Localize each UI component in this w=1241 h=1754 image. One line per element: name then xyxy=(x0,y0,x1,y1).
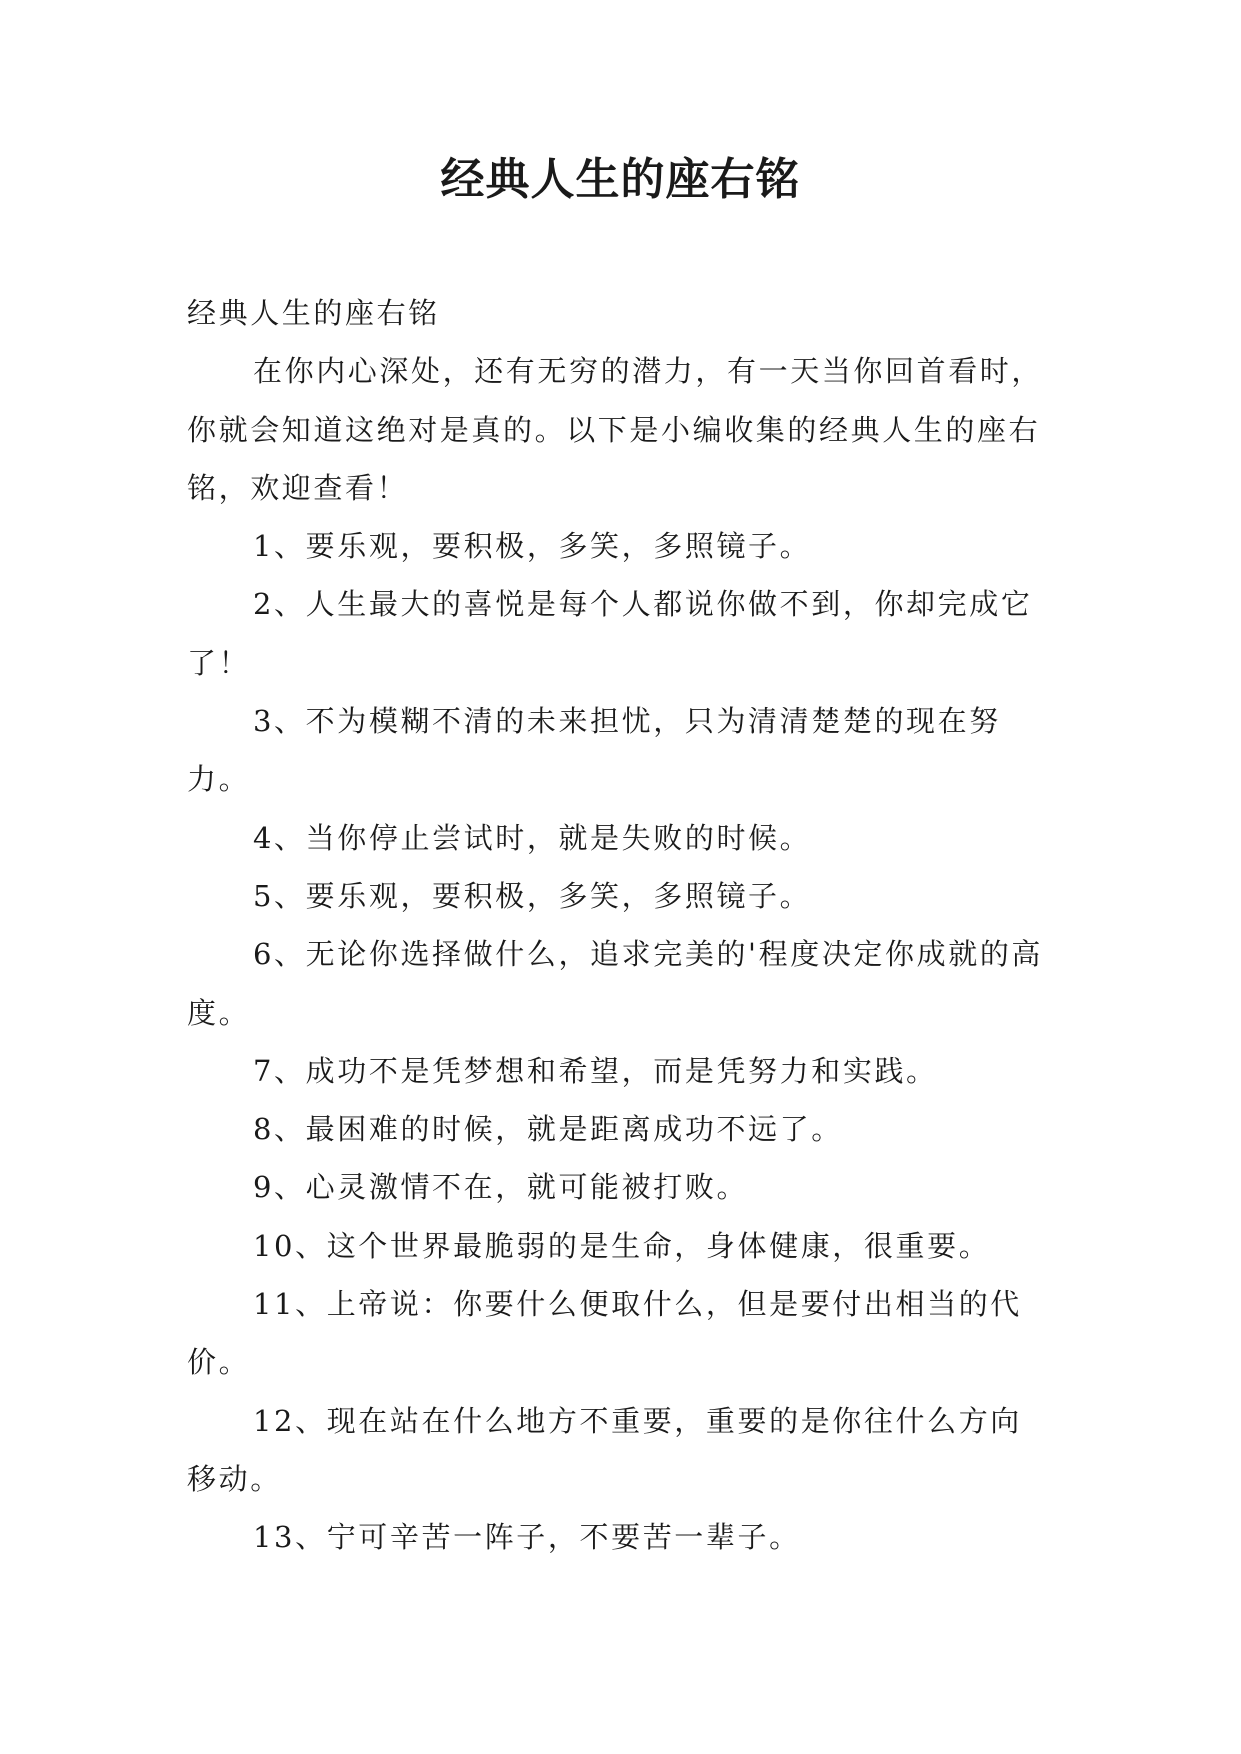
motto-item: 6、无论你选择做什么，追求完美的'程度决定你成就的高度。 xyxy=(187,937,1044,1030)
motto-item: 8、最困难的时候，就是距离成功不远了。 xyxy=(253,1112,843,1147)
motto-item: 1、要乐观，要积极，多笑，多照镜子。 xyxy=(253,529,812,564)
motto-item: 4、当你停止尝试时，就是失败的时候。 xyxy=(253,820,812,855)
motto-item: 10、这个世界最脆弱的是生命，身体健康，很重要。 xyxy=(253,1228,991,1263)
intro-paragraph: 在你内心深处，还有无穷的潜力，有一天当你回首看时，你就会知道这绝对是真的。以下是小编收集的经典人生的座右铭，欢迎查看！ xyxy=(187,354,1044,505)
document-subtitle: 经典人生的座右铭 xyxy=(187,296,440,330)
motto-item: 5、要乐观，要积极，多笑，多照镜子。 xyxy=(253,878,812,913)
document-title: 经典人生的座右铭 xyxy=(440,154,801,205)
motto-item: 12、现在站在什么地方不重要，重要的是你往什么方向移动。 xyxy=(187,1403,1022,1496)
motto-item: 13、宁可辛苦一阵子，不要苦一辈子。 xyxy=(253,1520,801,1555)
motto-item: 11、上帝说：你要什么便取什么，但是要付出相当的代价。 xyxy=(187,1287,1022,1380)
motto-item: 9、心灵激情不在，就可能被打败。 xyxy=(253,1170,749,1205)
motto-item: 7、成功不是凭梦想和希望，而是凭努力和实践。 xyxy=(253,1053,938,1088)
motto-item: 3、不为模糊不清的未来担忧，只为清清楚楚的现在努力。 xyxy=(187,704,1001,797)
motto-item: 2、人生最大的喜悦是每个人都说你做不到，你却完成它了！ xyxy=(187,587,1033,680)
document-body xyxy=(187,284,1052,1567)
